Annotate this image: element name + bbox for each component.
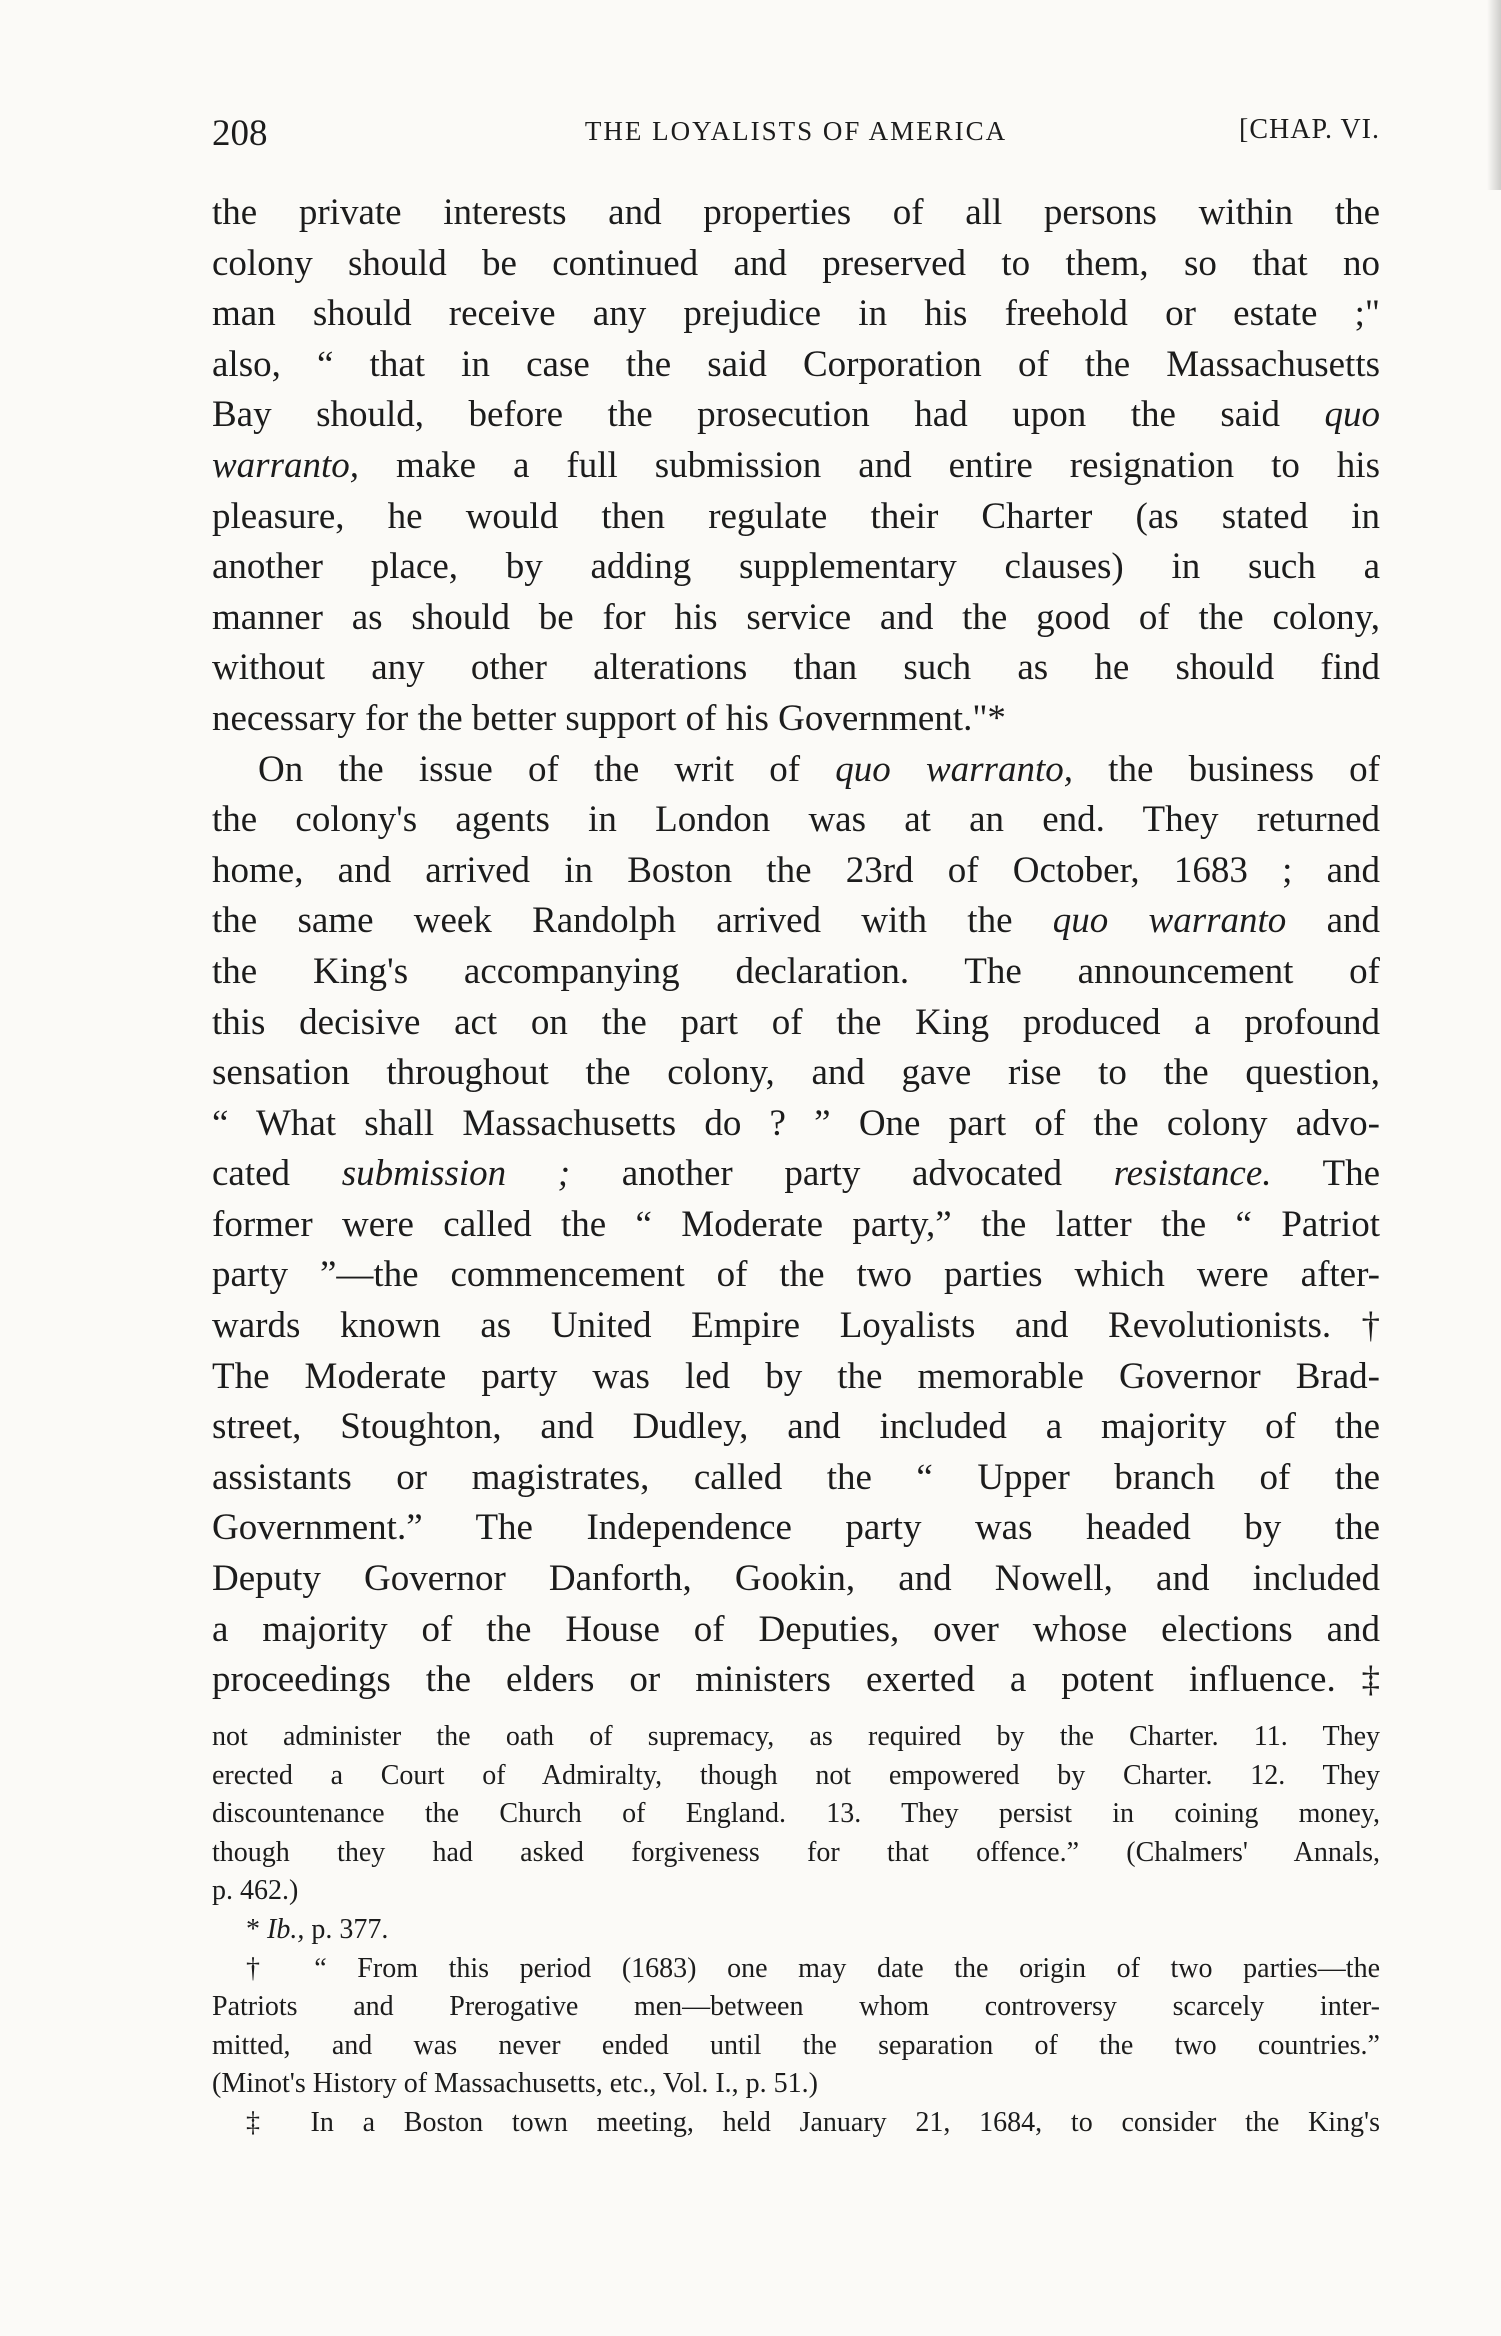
italic-text: quo warranto, <box>835 748 1073 790</box>
text-span: assistants or magistrates, called the “ Upper branch of the <box>212 1456 1380 1498</box>
italic-text: submission ; <box>341 1153 571 1195</box>
text-span: * <box>246 1913 267 1945</box>
text-span: discountenance the Church of England. 13. They persist in coining money, <box>212 1798 1380 1830</box>
body-line <box>212 1200 1380 1251</box>
footnote-line <box>212 1872 1380 1911</box>
body-line <box>212 1655 1380 1706</box>
body-line <box>212 542 1380 593</box>
italic-text: quo <box>1324 394 1380 436</box>
text-span: necessary for the better support of his Government."* <box>212 697 1006 739</box>
body-line <box>212 745 1380 796</box>
text-span: sensation throughout the colony, and gave rise to the question, <box>212 1052 1380 1094</box>
text-span: p. 462.) <box>212 1875 299 1907</box>
body-line <box>212 441 1380 492</box>
body-line <box>212 1453 1380 1504</box>
text-span: mitted, and was never ended until the separation of the two countries.” <box>212 2029 1380 2061</box>
text-span: the private interests and properties of all persons within the <box>212 192 1380 233</box>
text-span: pleasure, he would then regulate their Charter (as stated in <box>212 495 1380 537</box>
body-line <box>212 1503 1380 1554</box>
text-span: (Minot's History of Massachusetts, etc., Vol. I., p. 51.) <box>212 2068 818 2100</box>
body-line <box>212 795 1380 846</box>
footnote-line <box>212 2027 1380 2066</box>
text-span: another party advocated <box>570 1153 1114 1195</box>
text-span: The <box>1271 1153 1380 1195</box>
text-span: former were called the “ Moderate party,” the latter the “ Patriot <box>212 1203 1380 1245</box>
footnote-line <box>212 1911 1380 1950</box>
footnote-line <box>212 2104 1380 2143</box>
text-span: make a full submission and entire resignation to his <box>359 444 1380 486</box>
text-span: the colony's agents in London was at an end. They returned <box>212 799 1380 841</box>
text-span: cated <box>212 1153 342 1195</box>
text-span: the King's accompanying declaration. The announcement of <box>212 950 1380 992</box>
footnote-line <box>212 1795 1380 1834</box>
body-line <box>212 1605 1380 1656</box>
footnote-line <box>212 1834 1380 1873</box>
page-edge-shadow <box>1487 0 1501 190</box>
body-line <box>212 1554 1380 1605</box>
body-line <box>212 1250 1380 1301</box>
text-span: the business of <box>1072 748 1380 790</box>
text-span: Deputy Governor Danforth, Gookin, and Nowell, and included <box>212 1558 1380 1600</box>
body-line <box>212 947 1380 998</box>
italic-text: resistance. <box>1113 1153 1272 1195</box>
italic-text: Ib., <box>267 1913 305 1945</box>
italic-text: quo warranto <box>1052 900 1287 942</box>
body-line <box>212 1048 1380 1099</box>
text-span: colony should be continued and preserved to them, so that no <box>212 242 1380 284</box>
body-line <box>212 1099 1380 1150</box>
footnotes <box>212 1718 1380 2143</box>
running-header <box>212 112 1380 162</box>
italic-text: warranto, <box>212 444 360 486</box>
text-span: home, and arrived in Boston the 23rd of October, 1683 ; and <box>212 849 1380 891</box>
text-span: proceedings the elders or ministers exerted a potent influence.‡ <box>212 1659 1380 1701</box>
text-span: Patriots and Prerogative men—between whom controversy scarcely inter- <box>212 1991 1380 2023</box>
footnote-line <box>212 1988 1380 2027</box>
page-number: 208 <box>212 113 268 154</box>
text-span: man should receive any prejudice in his freehold or estate ;" <box>212 293 1380 335</box>
body-line <box>212 1149 1380 1200</box>
text-span: without any other alterations than such as he should find <box>212 647 1380 689</box>
text-span: manner as should be for his service and the good of the colony, <box>212 596 1380 638</box>
footnote-line <box>212 2065 1380 2104</box>
body-line <box>212 289 1380 340</box>
body-text <box>212 188 1380 1706</box>
body-line <box>212 593 1380 644</box>
text-span: Bay should, before the prosecution had upon the said <box>212 394 1325 436</box>
body-line <box>212 1301 1380 1352</box>
text-span: “ What shall Massachusetts do ? ” One part of the colony advo- <box>212 1102 1380 1144</box>
text-span: also, “ that in case the said Corporation of the Massachusetts <box>212 343 1380 385</box>
text-span: party ”—the commencement of the two parties which were after- <box>212 1254 1380 1296</box>
running-title: THE LOYALISTS OF AMERICA <box>584 116 1008 146</box>
body-line <box>212 390 1380 441</box>
text-span: erected a Court of Admiralty, though not empowered by Charter. 12. They <box>212 1759 1380 1791</box>
text-span: ‡ In a Boston town meeting, held January 21, 1684, to consider the King's <box>246 2106 1380 2138</box>
text-span: the same week Randolph arrived with the <box>212 900 1053 942</box>
body-line <box>212 694 1380 745</box>
text-span: another place, by adding supplementary clauses) in such a <box>212 546 1380 588</box>
body-line <box>212 1352 1380 1403</box>
text-span: a majority of the House of Deputies, over whose elections and <box>212 1608 1380 1650</box>
body-line <box>212 643 1380 694</box>
body-line <box>212 239 1380 290</box>
text-span: though they had asked forgiveness for that offence.” (Chalmers' Annals, <box>212 1836 1380 1868</box>
footnote-line <box>212 1718 1380 1757</box>
text-span: On the issue of the writ of <box>258 748 836 790</box>
body-line <box>212 492 1380 543</box>
body-line <box>212 998 1380 1049</box>
text-span: p. 377. <box>304 1913 389 1945</box>
text-span: The Moderate party was led by the memorable Governor Brad- <box>212 1355 1380 1397</box>
body-line <box>212 1402 1380 1453</box>
text-span: this decisive act on the part of the King produced a profound <box>212 1001 1380 1043</box>
footnote-line <box>212 1950 1380 1989</box>
text-span: Government.” The Independence party was headed by the <box>212 1507 1380 1549</box>
text-span: wards known as United Empire Loyalists and Revolutionists.† <box>212 1305 1380 1347</box>
body-line <box>212 188 1380 239</box>
text-span: not administer the oath of supremacy, as required by the Charter. 11. They <box>212 1721 1380 1752</box>
text-span: † “ From this period (1683) one may date the origin of two parties—the <box>246 1952 1380 1984</box>
text-span: street, Stoughton, and Dudley, and included a majority of the <box>212 1406 1380 1448</box>
chapter-label: [CHAP. VI. <box>1239 114 1380 145</box>
body-line <box>212 340 1380 391</box>
text-span: and <box>1286 900 1380 942</box>
body-line <box>212 846 1380 897</box>
body-line <box>212 896 1380 947</box>
footnote-line <box>212 1757 1380 1796</box>
